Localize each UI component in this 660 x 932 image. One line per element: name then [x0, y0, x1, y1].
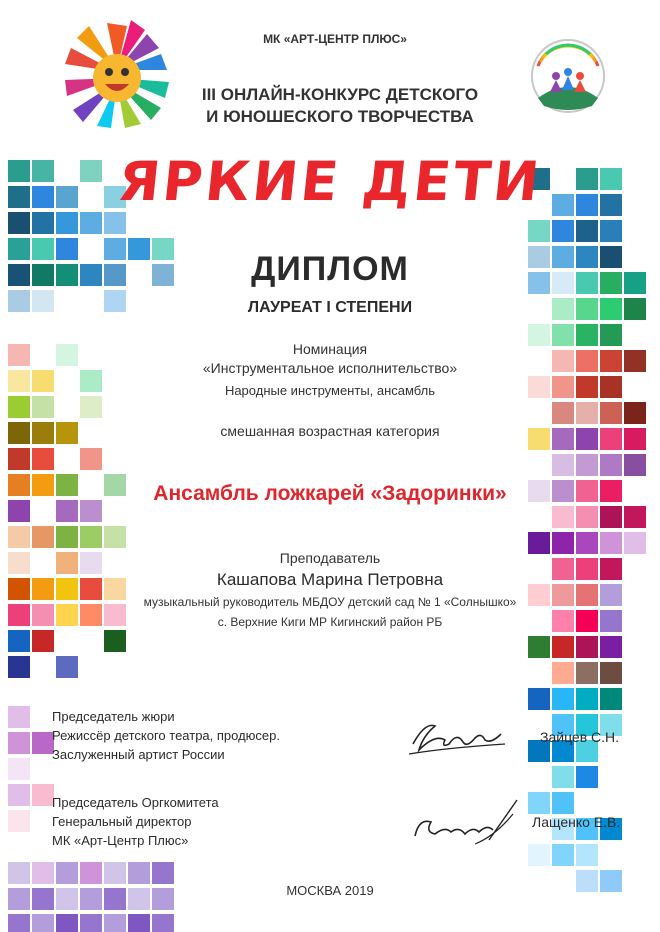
jury-signer: Зайцев С.Н. — [540, 729, 620, 745]
mosaic-tile — [8, 862, 30, 884]
mosaic-tile — [8, 656, 30, 678]
mosaic-tile — [32, 212, 54, 234]
nomination-name: «Инструментальное исполнительство» — [202, 360, 458, 376]
mosaic-tile — [576, 688, 598, 710]
orgcommittee-position: Генеральный директор — [52, 814, 192, 829]
mosaic-tile — [32, 862, 54, 884]
jury-honor: Заслуженный артист России — [52, 747, 225, 762]
mosaic-tile — [128, 862, 150, 884]
mosaic-tile — [32, 526, 54, 548]
mosaic-tile — [56, 914, 78, 932]
mosaic-tile — [600, 636, 622, 658]
mosaic-tile — [104, 212, 126, 234]
mosaic-tile — [8, 758, 30, 780]
mosaic-tile — [104, 630, 126, 652]
mosaic-tile — [600, 506, 622, 528]
orgcommittee-company: МК «Арт-Центр Плюс» — [52, 833, 189, 848]
contest-title — [185, 84, 495, 128]
mosaic-tile — [32, 914, 54, 932]
mosaic-tile — [624, 454, 646, 476]
mosaic-tile — [104, 862, 126, 884]
teacher-place: с. Верхние Киги МР Кигинский район РБ — [217, 615, 443, 629]
mosaic-tile — [576, 402, 598, 424]
mosaic-tile — [8, 212, 30, 234]
mosaic-tile — [552, 688, 574, 710]
mosaic-tile — [600, 220, 622, 242]
mosaic-tile — [80, 526, 102, 548]
mosaic-tile — [8, 914, 30, 932]
mosaic-tile — [56, 526, 78, 548]
degree: ЛАУРЕАТ I СТЕПЕНИ — [247, 299, 413, 316]
contest-title-line1: III ОНЛАЙН-КОНКУРС ДЕТСКОГО — [201, 85, 479, 104]
mosaic-tile — [552, 662, 574, 684]
nomination-label: Номинация — [292, 341, 368, 357]
mosaic-tile — [552, 454, 574, 476]
jury-signature-icon — [405, 714, 515, 767]
mosaic-tile — [8, 810, 30, 832]
mosaic-tile — [576, 220, 598, 242]
mosaic-tile — [8, 526, 30, 548]
mosaic-tile — [56, 862, 78, 884]
mosaic-tile — [80, 448, 102, 470]
jury-title: Председатель жюри — [52, 709, 175, 724]
mosaic-tile — [576, 636, 598, 658]
mosaic-tile — [128, 914, 150, 932]
mosaic-tile — [32, 630, 54, 652]
sun-flower-logo-icon — [55, 20, 185, 135]
teacher-label: Преподаватель — [279, 550, 381, 566]
mosaic-tile — [552, 792, 574, 814]
orgcommittee-title: Председатель Оргкомитета — [52, 795, 219, 810]
orgcommittee-signature-icon — [405, 796, 525, 857]
mosaic-tile — [152, 862, 174, 884]
awardee-name: Ансамбль ложкарей «Задоринки» — [153, 482, 507, 505]
mosaic-tile — [552, 636, 574, 658]
orgcommittee-signer: Лащенко Е.В. — [532, 814, 621, 830]
mosaic-tile — [576, 454, 598, 476]
mosaic-tile — [528, 636, 550, 658]
mosaic-tile — [600, 662, 622, 684]
mosaic-tile — [624, 402, 646, 424]
teacher-role: музыкальный руководитель МБДОУ детский сад № 1 «Солнышко» — [143, 595, 517, 609]
teacher-name: Кашапова Марина Петровна — [216, 570, 444, 589]
mosaic-tile — [576, 766, 598, 788]
age-category: смешанная возрастная категория — [220, 423, 440, 439]
document-title: ДИПЛОМ — [251, 250, 409, 288]
jury-position: Режиссёр детского театра, продюсер. — [52, 728, 281, 743]
mosaic-tile — [8, 630, 30, 652]
mosaic-tile — [8, 448, 30, 470]
mosaic-tile — [56, 212, 78, 234]
mosaic-tile — [32, 732, 54, 754]
mosaic-tile — [600, 454, 622, 476]
mosaic-tile — [528, 688, 550, 710]
mosaic-tile — [552, 220, 574, 242]
mosaic-tile — [8, 784, 30, 806]
mosaic-tile — [80, 914, 102, 932]
mosaic-tile — [576, 662, 598, 684]
mosaic-tile — [624, 506, 646, 528]
mosaic-tile — [56, 656, 78, 678]
mosaic-tile — [552, 844, 574, 866]
mosaic-tile — [600, 688, 622, 710]
mosaic-tile — [8, 732, 30, 754]
mosaic-tile — [80, 212, 102, 234]
mosaic-tile — [576, 506, 598, 528]
mosaic-tile — [32, 396, 54, 418]
mosaic-tile — [32, 448, 54, 470]
mosaic-tile — [528, 844, 550, 866]
mosaic-tile — [8, 706, 30, 728]
contest-title-line2: И ЮНОШЕСКОГО ТВОРЧЕСТВА — [206, 107, 474, 126]
mosaic-tile — [528, 220, 550, 242]
organizer-name: МК «АРТ-ЦЕНТР ПЛЮС» — [263, 32, 407, 46]
mosaic-tile — [32, 784, 54, 806]
nomination-subcategory: Народные инструменты, ансамбль — [224, 383, 436, 398]
mosaic-tile — [104, 526, 126, 548]
mosaic-tile — [80, 396, 102, 418]
children-circle-logo-icon — [528, 36, 608, 121]
mosaic-tile — [152, 914, 174, 932]
mosaic-tile — [552, 766, 574, 788]
jury-block — [52, 707, 280, 764]
mosaic-tile — [552, 506, 574, 528]
orgcommittee-block — [52, 793, 219, 850]
mosaic-tile — [104, 914, 126, 932]
city-year: МОСКВА 2019 — [286, 883, 374, 898]
mosaic-tile — [8, 396, 30, 418]
mosaic-tile — [528, 792, 550, 814]
mosaic-tile — [600, 402, 622, 424]
mosaic-tile — [80, 862, 102, 884]
mosaic-tile — [576, 844, 598, 866]
brand-title: ЯРКИЕ ДЕТИ — [115, 150, 545, 213]
mosaic-tile — [552, 402, 574, 424]
